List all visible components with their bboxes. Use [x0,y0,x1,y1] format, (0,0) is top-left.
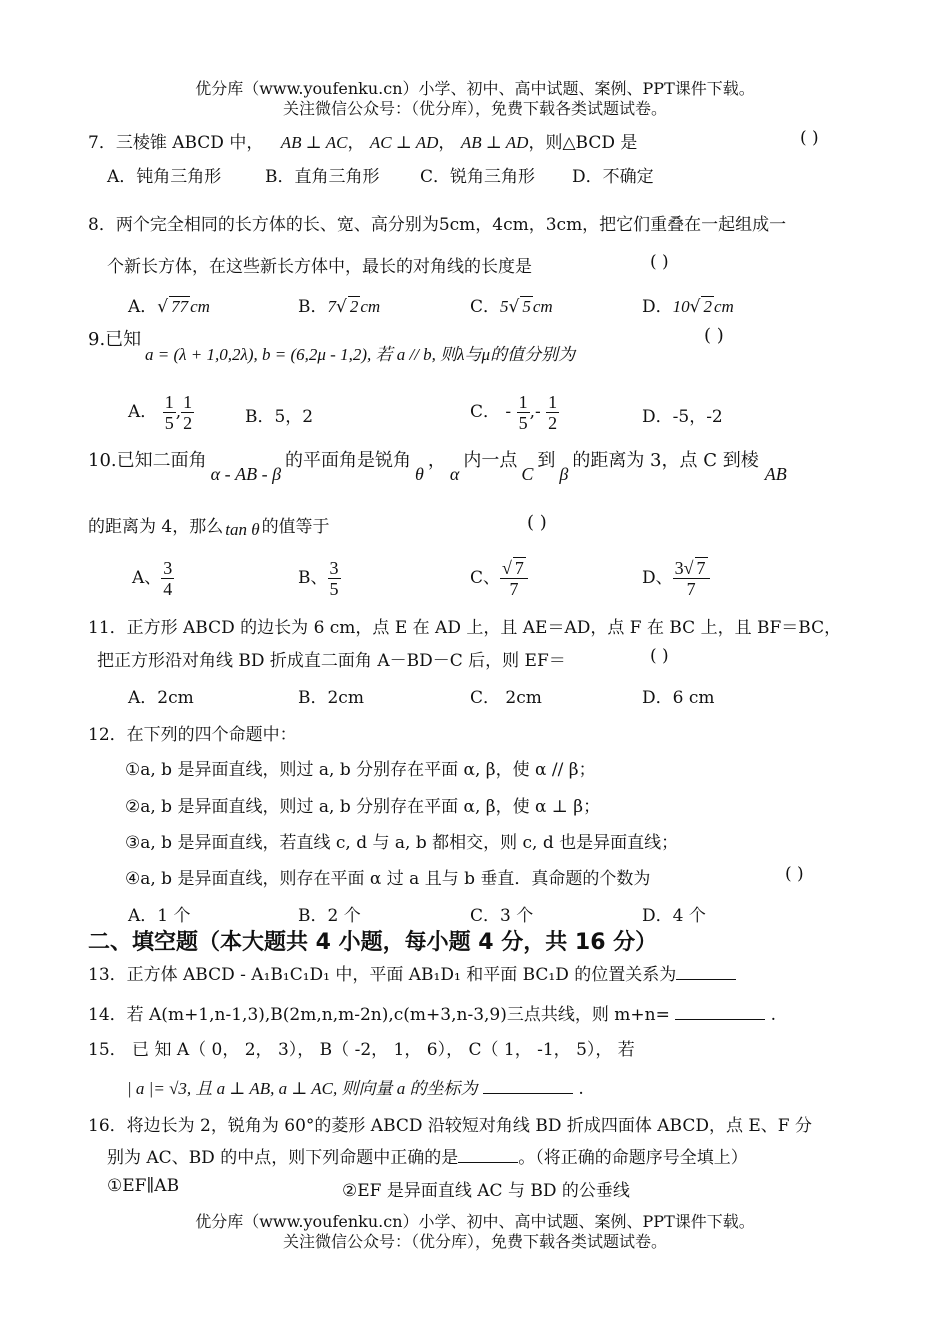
q9-paren: ( ) [704,325,724,346]
q7-option-a: A．钝角三角形 [107,167,222,187]
q9-option-b: B．5，2 [245,407,314,427]
q7-paren: ( ) [800,128,819,148]
q15-blank[interactable] [483,1079,573,1094]
q12-option-b: B．2 个 [298,906,361,926]
q11-paren: ( ) [650,646,669,666]
q14-blank[interactable] [675,1005,765,1020]
q16-blank[interactable] [458,1148,518,1163]
q7-option-c: C．锐角三角形 [420,167,536,187]
q12-option-a: A．1 个 [128,906,191,926]
q15-line-1: 15． 已 知 A（ 0， 2， 3）， B（ -2， 1， 6）， C（ 1， -1， 5）， 若 [88,1040,635,1060]
q9-formula: a = (λ + 1,0,2λ), b = (6,2μ - 1,2), 若 a // b, 则λ与μ的值分别为 [145,345,576,364]
header-line-2: 关注微信公众号：（优分库），免费下载各类试题试卷。 [282,99,667,118]
q7-cond2: AC ⊥ AD [369,133,439,152]
q10-option-c: C、 $\frac{√ 7}{7}$ [470,558,528,599]
q9-prefix: 9.已知 [88,329,142,350]
q12-title: 12．在下列的四个命题中： [88,725,297,745]
q16-line-2: 别为 AC、BD 的中点，则下列命题中正确的是 。（将正确的命题序号全填上） [107,1148,748,1168]
q12-item-1: ①a, b 是异面直线，则过 a, b 分别存在平面 α, β，使 α // β； [125,760,596,780]
q11-option-b: B．2cm [298,688,364,708]
q9-option-a: A． $\frac{1}{5}$ , $\frac{1}{2}$ [128,392,193,433]
q10-option-a: A、 $\frac{3}{4}$ [132,558,173,599]
q11-line-1: 11．正方形 ABCD 的边长为 6 cm，点 E 在 AD 上，且 AE＝AD，点 F 在 BC 上，且 BF＝BC， [88,618,842,638]
footer-line-1: 优分库（www.youfenku.cn）小学、初中、高中试题、案例、PPT课件下载。 [195,1212,755,1231]
q11-option-a: A．2cm [128,688,194,708]
q16-item-2: ②EF 是异面直线 AC 与 BD 的公垂线 [342,1181,630,1201]
q12-item-4: ④a, b 是异面直线，则存在平面 α 过 a 且与 b 垂直．真命题的个数为 [125,869,651,889]
question-7: 7．三棱锥 ABCD 中， AB ⊥ AC， AC ⊥ AD， AB ⊥ AD，则△BCD 是 [88,133,638,153]
q11-option-d: D．6 cm [642,688,715,708]
q12-option-c: C．3 个 [470,906,534,926]
q10-line-1: 10.已知二面角α - AB - β的平面角是锐角θ，α内一点C到β的距离为 3，点 C 到棱AB [88,450,787,484]
q9-option-d: D．-5，-2 [642,407,723,427]
q10-option-d: D、 $\frac{3√ 7}{7}$ [642,558,710,599]
q10-line-2: 的距离为 4，那么 tan θ 的值等于 [88,517,330,539]
q13: 13．正方体 ABCD - A₁B₁C₁D₁ 中，平面 AB₁D₁ 和平面 BC₁D 的位置关系为 [88,960,736,985]
q11-option-c: C． 2cm [470,688,542,708]
q9-option-c: C． - $\frac{1}{5}$ ,- $\frac{1}{2}$ [470,392,558,433]
header-line-1: 优分库（www.youfenku.cn）小学、初中、高中试题、案例、PPT课件下载。 [195,79,755,98]
q10-paren: ( ) [527,512,547,533]
q7-option-d: D．不确定 [572,167,654,187]
section-2-heading: 二、填空题（本大题共 4 小题，每小题 4 分，共 16 分） [88,930,658,955]
q14: 14．若 A(m+1,n-1,3),B(2m,n,m-2n),c(m+3,n-3,9)三点共线，则 m+n= . [88,1005,777,1025]
q7-tail: ，则△BCD 是 [528,133,638,153]
q12-option-d: D．4 个 [642,906,706,926]
q8-option-a: A．√ 77 cm [128,297,210,317]
q7-cond3: AB ⊥ AD [460,133,529,152]
q13-blank[interactable] [676,965,736,980]
q12-item-2: ②a, b 是异面直线，则过 a, b 分别存在平面 α, β，使 α ⊥ β； [125,797,601,817]
q16-item-1: ①EF∥AB [107,1176,180,1196]
q15-line-2: | a |= √3, 且 a ⊥ AB, a ⊥ AC, 则向量 a 的坐标为 . [127,1079,584,1099]
q8-option-c: C．5√ 5 cm [470,297,553,317]
q7-option-b: B．直角三角形 [265,167,380,187]
q8-line-1: 8．两个完全相同的长方体的长、宽、高分别为5cm，4cm，3cm，把它们重叠在一起组成一 [88,215,787,235]
q8-paren: ( ) [650,252,669,272]
q12-item-3: ③a, b 是异面直线，若直线 c, d 与 a, b 都相交，则 c, d 也是异面直线； [125,833,679,853]
q8-option-d: D．10√ 2 cm [642,297,734,317]
q11-line-2: 把正方形沿对角线 BD 折成直二面角 A－BD－C 后，则 EF＝ [97,651,566,671]
q16-line-1: 16．将边长为 2，锐角为 60°的菱形 ABCD 沿较短对角线 BD 折成四面体 ABCD，点 E、F 分 [88,1116,812,1136]
q7-cond1: AB ⊥ AC [280,133,348,152]
q10-option-b: B、 $\frac{3}{5}$ [298,558,339,599]
footer-line-2: 关注微信公众号：（优分库），免费下载各类试题试卷。 [282,1232,667,1251]
q8-line-2: 个新长方体，在这些新长方体中，最长的对角线的长度是 [107,257,532,277]
q7-text: 7．三棱锥 ABCD 中， [88,133,264,153]
q8-option-b: B．7√ 2 cm [298,297,381,317]
q12-paren: ( ) [785,864,804,884]
